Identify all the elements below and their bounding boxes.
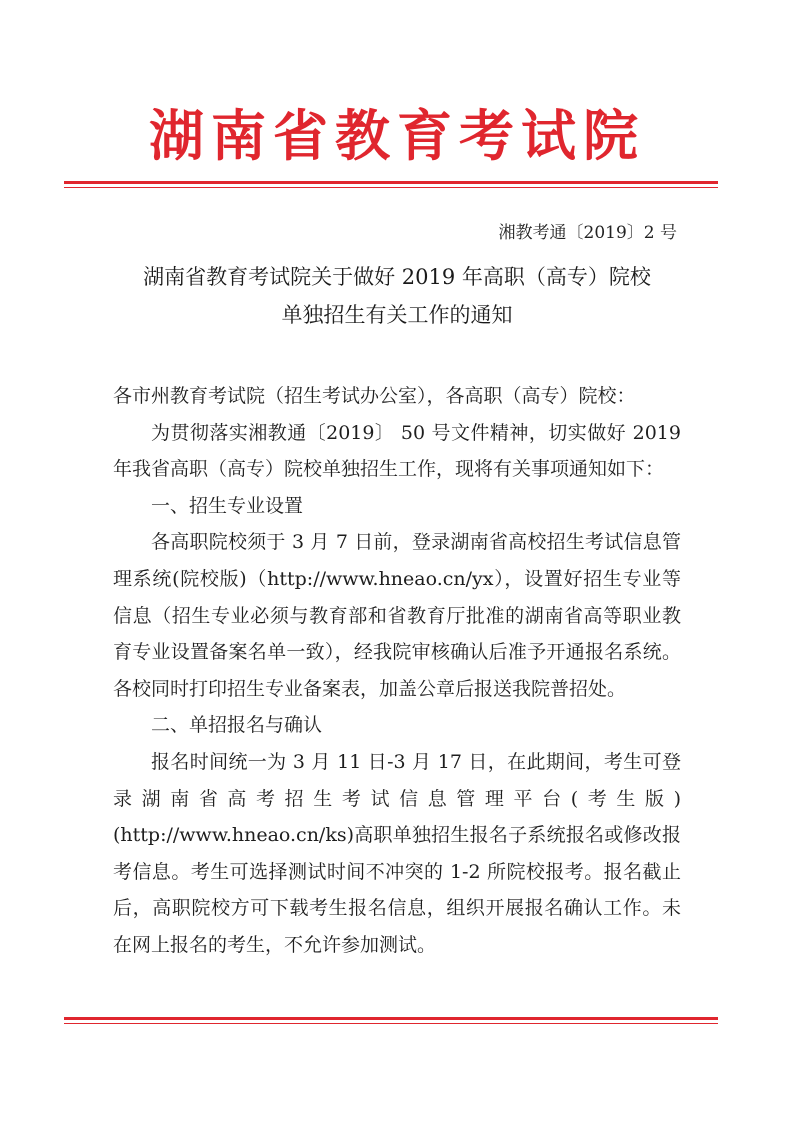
section-1-paragraph: 各高职院校须于 3 月 7 日前，登录湖南省高校招生考试信息管理系统(院校版)（http://www.hneao.cn/yx），设置好招生专业等信息（招生专业必须与教育部和省教育厅批准的湖南省高等职业教育专业设置备案名单一致），经我院审核确认后准予开通报名系统。各校同时打印招生专业备案表，加盖公章后报送我院普招处。 (113, 531, 681, 700)
document-number: 湘教考通〔2019〕2 号 (498, 223, 677, 243)
section-2-paragraph: 报名时间统一为 3 月 11 日-3 月 17 日，在此期间，考生可登录湖南省高考招生考试信息管理平台(考生版)(http://www.hneao.cn/ks)高职单独招生报名子系统报名或修改报考信息。考生可选择测试时间不冲突的 1-2 所院校报考。报名截止后，高职院校方可下载考生报名信息，组织开展报名确认工作。未在网上报名的考生，不允许参加测试。 (113, 750, 681, 956)
letterhead-divider-top (64, 181, 718, 188)
document-title-line-1: 湖南省教育考试院关于做好 2019 年高职（高专）院校 (143, 265, 651, 289)
letterhead-org-name: 湖南省教育考试院 (148, 103, 645, 168)
section-2-heading: 二、单招报名与确认 (151, 714, 323, 737)
footer-divider (64, 1017, 718, 1024)
document-title (0, 258, 794, 334)
document-title-line-2: 单独招生有关工作的通知 (281, 303, 513, 327)
salutation: 各市州教育考试院（招生考试办公室），各高职（高专）院校： (113, 385, 636, 407)
document-body (113, 378, 681, 964)
intro-paragraph: 为贯彻落实湘教通〔2019〕 50 号文件精神，切实做好 2019 年我省高职（高专）院校单独招生工作，现将有关事项通知如下： (113, 421, 681, 481)
section-1-heading: 一、招生专业设置 (151, 494, 304, 517)
